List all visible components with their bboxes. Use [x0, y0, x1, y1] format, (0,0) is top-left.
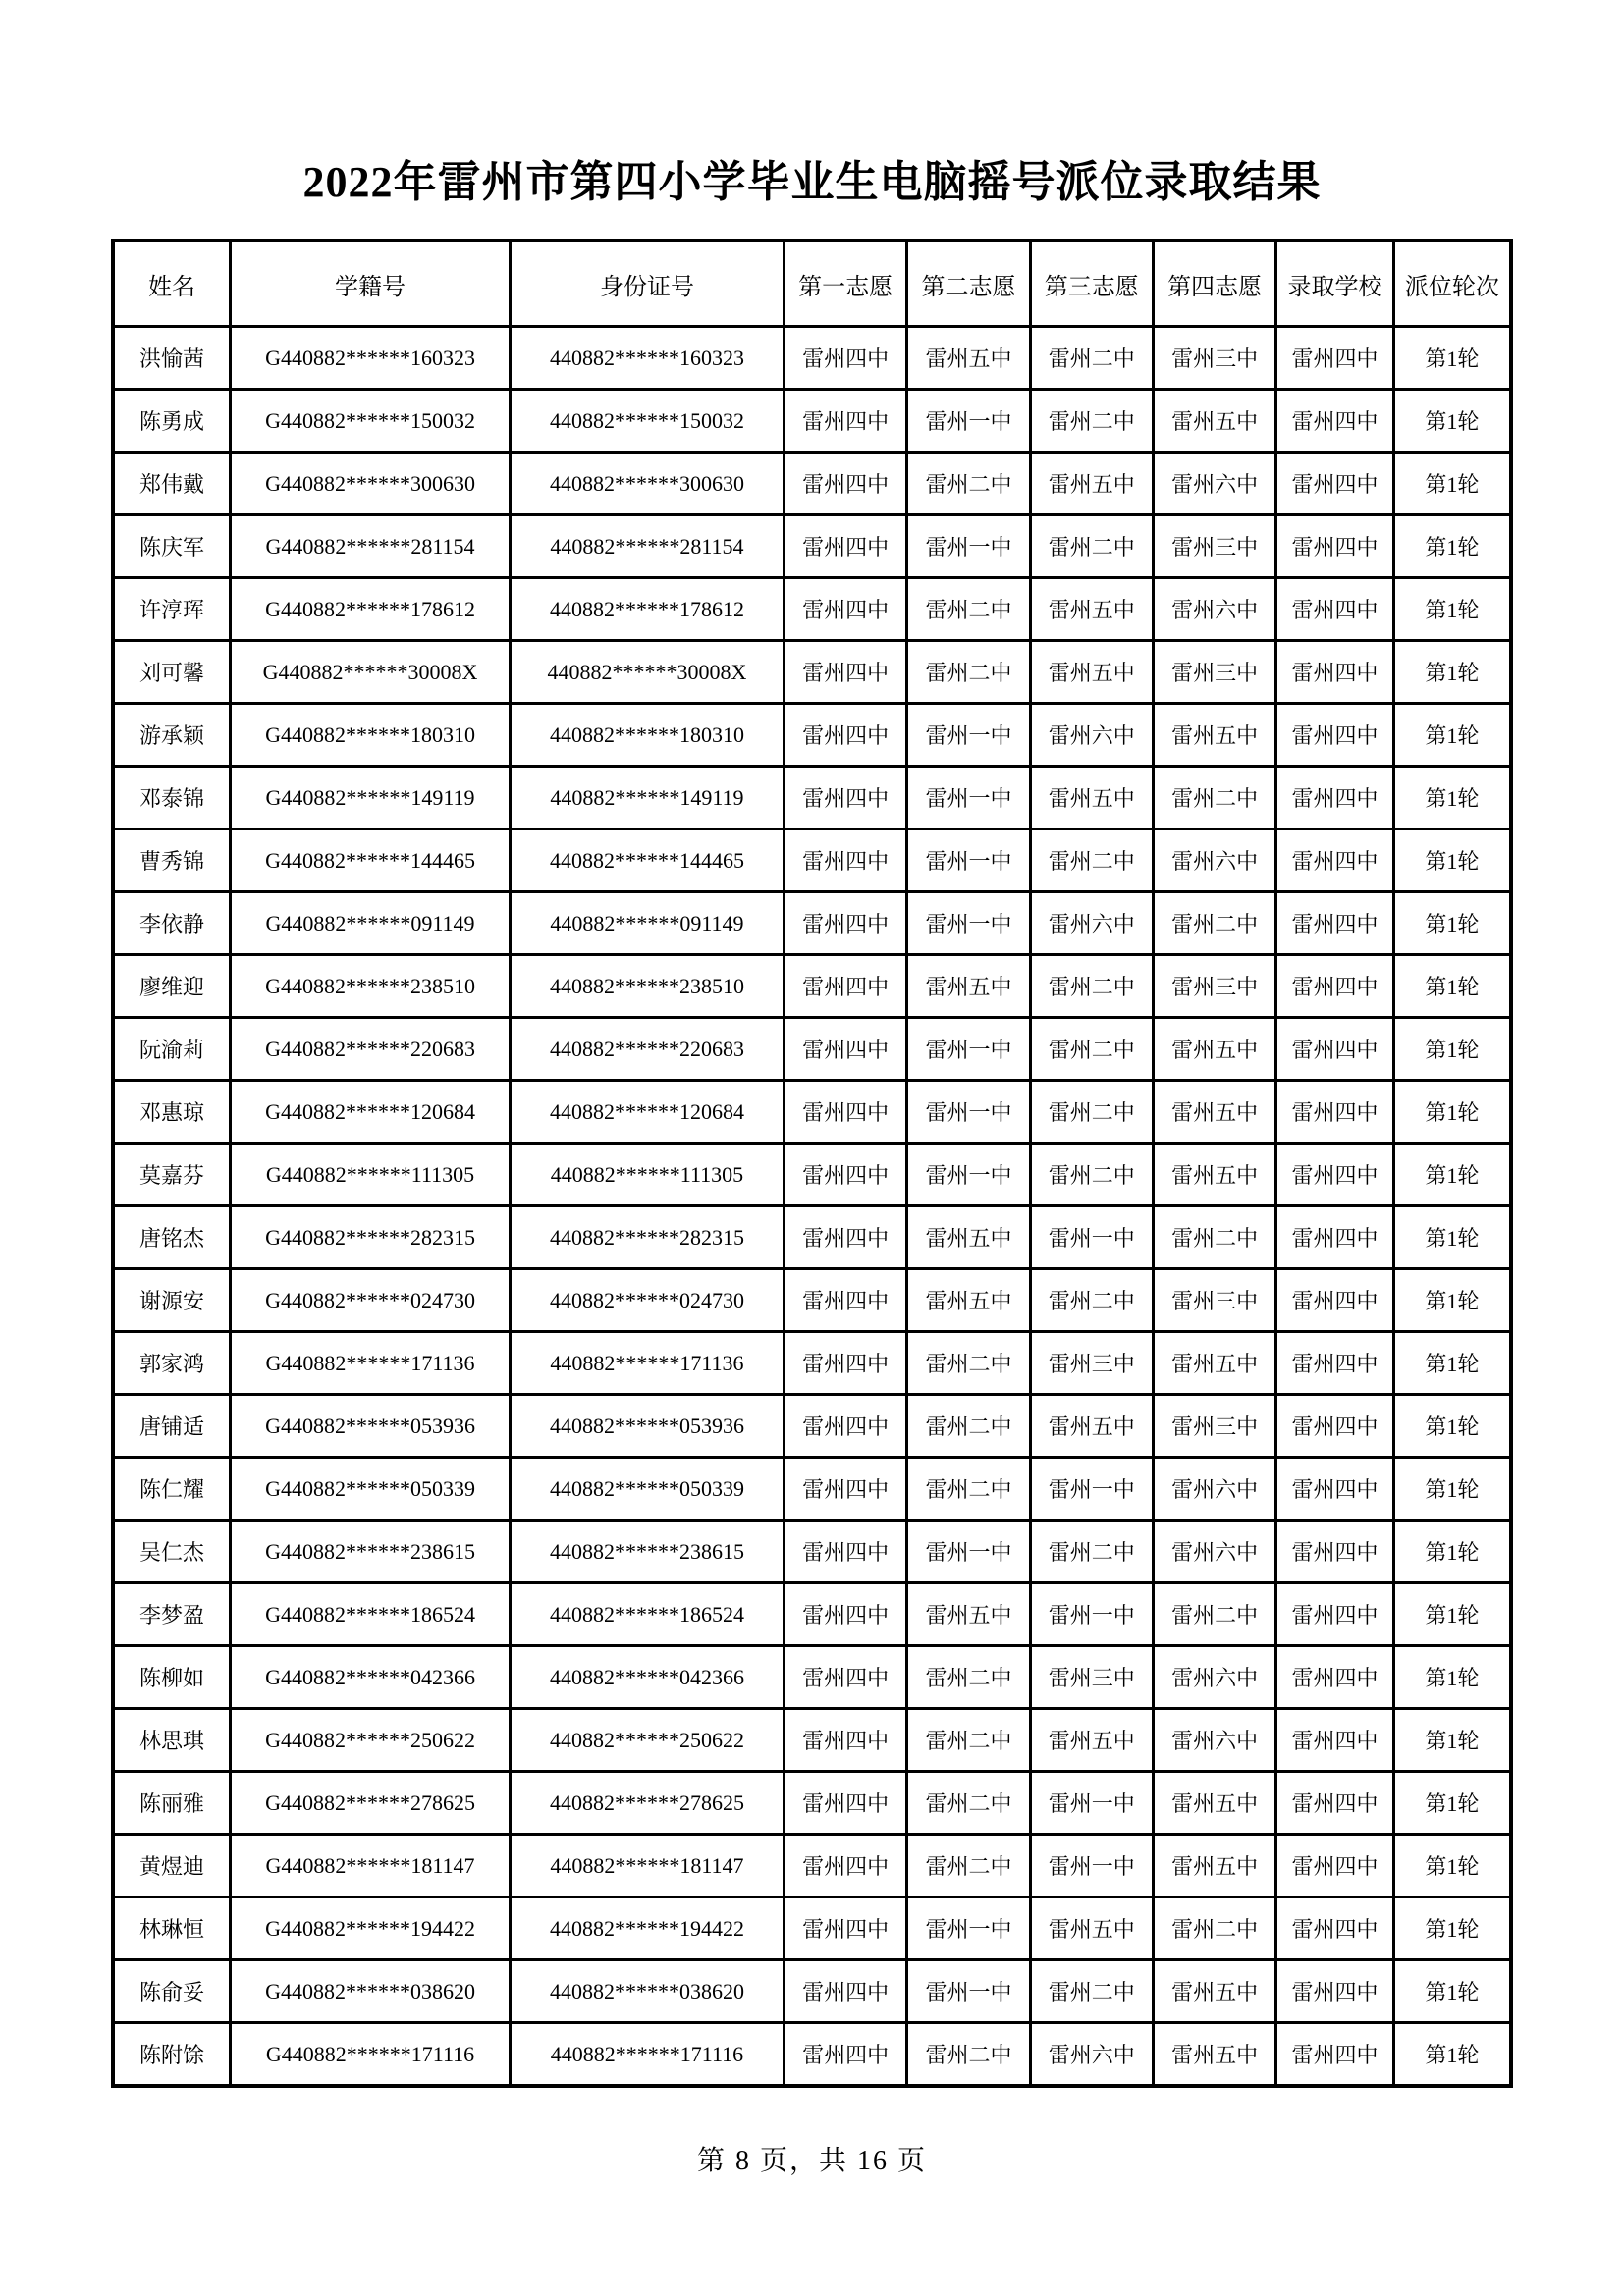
cell-student-id: G440882******220683: [231, 1018, 511, 1081]
cell-choice-4: 雷州二中: [1153, 1583, 1275, 1646]
table-row: [113, 1458, 1511, 1521]
cell-choice-1: 雷州四中: [785, 641, 907, 704]
cell-choice-1: 雷州四中: [785, 1960, 907, 2023]
cell-student-id: G440882******091149: [231, 892, 511, 955]
cell-choice-1: 雷州四中: [785, 390, 907, 453]
cell-choice-4: 雷州五中: [1153, 1332, 1275, 1395]
cell-id-card: 440882******194422: [510, 1897, 784, 1960]
cell-name: 游承颖: [113, 704, 231, 767]
cell-choice-4: 雷州五中: [1153, 704, 1275, 767]
cell-round: 第1轮: [1393, 1960, 1511, 2023]
cell-round: 第1轮: [1393, 1144, 1511, 1206]
cell-round: 第1轮: [1393, 1897, 1511, 1960]
cell-id-card: 440882******091149: [510, 892, 784, 955]
cell-name: 陈附馀: [113, 2023, 231, 2086]
cell-choice-4: 雷州二中: [1153, 767, 1275, 829]
cell-choice-3: 雷州五中: [1030, 453, 1153, 515]
cell-choice-2: 雷州一中: [907, 1081, 1030, 1144]
cell-id-card: 440882******042366: [510, 1646, 784, 1709]
cell-choice-3: 雷州一中: [1030, 1206, 1153, 1269]
cell-name: 林思琪: [113, 1709, 231, 1772]
cell-choice-2: 雷州一中: [907, 1521, 1030, 1583]
cell-student-id: G440882******282315: [231, 1206, 511, 1269]
cell-student-id: G440882******144465: [231, 829, 511, 892]
cell-choice-3: 雷州二中: [1030, 1081, 1153, 1144]
cell-name: 邓泰锦: [113, 767, 231, 829]
cell-choice-4: 雷州六中: [1153, 1709, 1275, 1772]
cell-admitted-school: 雷州四中: [1276, 1835, 1394, 1897]
cell-choice-4: 雷州三中: [1153, 1269, 1275, 1332]
cell-choice-2: 雷州一中: [907, 1144, 1030, 1206]
cell-choice-4: 雷州三中: [1153, 1395, 1275, 1458]
cell-choice-3: 雷州二中: [1030, 829, 1153, 892]
cell-choice-1: 雷州四中: [785, 955, 907, 1018]
cell-name: 刘可馨: [113, 641, 231, 704]
cell-name: 陈柳如: [113, 1646, 231, 1709]
cell-name: 李梦盈: [113, 1583, 231, 1646]
cell-admitted-school: 雷州四中: [1276, 829, 1394, 892]
cell-choice-3: 雷州二中: [1030, 515, 1153, 578]
cell-student-id: G440882******181147: [231, 1835, 511, 1897]
table-row: [113, 1960, 1511, 2023]
cell-round: 第1轮: [1393, 1018, 1511, 1081]
cell-choice-4: 雷州六中: [1153, 578, 1275, 641]
cell-choice-3: 雷州五中: [1030, 1897, 1153, 1960]
table-row: [113, 1835, 1511, 1897]
table-row: [113, 829, 1511, 892]
cell-choice-2: 雷州二中: [907, 641, 1030, 704]
cell-id-card: 440882******050339: [510, 1458, 784, 1521]
cell-admitted-school: 雷州四中: [1276, 1332, 1394, 1395]
cell-name: 陈仁耀: [113, 1458, 231, 1521]
table-body: [113, 327, 1511, 2086]
cell-choice-1: 雷州四中: [785, 1081, 907, 1144]
cell-choice-3: 雷州五中: [1030, 1395, 1153, 1458]
page-footer: 第 8 页，共 16 页: [696, 2145, 927, 2176]
table-row: [113, 2023, 1511, 2086]
cell-student-id: G440882******038620: [231, 1960, 511, 2023]
cell-student-id: G440882******300630: [231, 453, 511, 515]
cell-id-card: 440882******120684: [510, 1081, 784, 1144]
cell-student-id: G440882******238615: [231, 1521, 511, 1583]
cell-admitted-school: 雷州四中: [1276, 515, 1394, 578]
cell-admitted-school: 雷州四中: [1276, 1897, 1394, 1960]
cell-id-card: 440882******300630: [510, 453, 784, 515]
page-title: 2022年雷州市第四小学毕业生电脑摇号派位录取结果: [302, 158, 1322, 206]
cell-choice-2: 雷州一中: [907, 515, 1030, 578]
column-header-round: 派位轮次: [1393, 240, 1511, 327]
column-header-choice-4: 第四志愿: [1153, 240, 1275, 327]
cell-student-id: G440882******250622: [231, 1709, 511, 1772]
column-header-admitted-school: 录取学校: [1276, 240, 1394, 327]
cell-id-card: 440882******038620: [510, 1960, 784, 2023]
cell-admitted-school: 雷州四中: [1276, 1206, 1394, 1269]
cell-admitted-school: 雷州四中: [1276, 704, 1394, 767]
cell-name: 曹秀锦: [113, 829, 231, 892]
cell-choice-3: 雷州一中: [1030, 1583, 1153, 1646]
cell-admitted-school: 雷州四中: [1276, 1709, 1394, 1772]
header-row: [113, 240, 1511, 327]
cell-choice-4: 雷州五中: [1153, 1960, 1275, 2023]
table-row: [113, 1772, 1511, 1835]
cell-name: 廖维迎: [113, 955, 231, 1018]
table-row: [113, 578, 1511, 641]
cell-choice-1: 雷州四中: [785, 892, 907, 955]
cell-choice-1: 雷州四中: [785, 1332, 907, 1395]
cell-choice-3: 雷州二中: [1030, 1269, 1153, 1332]
cell-choice-1: 雷州四中: [785, 1897, 907, 1960]
cell-round: 第1轮: [1393, 327, 1511, 390]
cell-choice-1: 雷州四中: [785, 1646, 907, 1709]
cell-admitted-school: 雷州四中: [1276, 390, 1394, 453]
cell-choice-4: 雷州六中: [1153, 453, 1275, 515]
cell-choice-3: 雷州六中: [1030, 704, 1153, 767]
cell-choice-2: 雷州一中: [907, 1960, 1030, 2023]
cell-choice-4: 雷州五中: [1153, 2023, 1275, 2086]
cell-choice-3: 雷州二中: [1030, 955, 1153, 1018]
cell-choice-4: 雷州五中: [1153, 1144, 1275, 1206]
cell-admitted-school: 雷州四中: [1276, 1772, 1394, 1835]
column-header-choice-1: 第一志愿: [785, 240, 907, 327]
cell-round: 第1轮: [1393, 829, 1511, 892]
cell-choice-2: 雷州一中: [907, 1018, 1030, 1081]
cell-admitted-school: 雷州四中: [1276, 1395, 1394, 1458]
cell-choice-3: 雷州三中: [1030, 1332, 1153, 1395]
cell-round: 第1轮: [1393, 1332, 1511, 1395]
cell-id-card: 440882******150032: [510, 390, 784, 453]
table-row: [113, 1144, 1511, 1206]
cell-admitted-school: 雷州四中: [1276, 453, 1394, 515]
cell-id-card: 440882******278625: [510, 1772, 784, 1835]
table-row: [113, 453, 1511, 515]
cell-id-card: 440882******024730: [510, 1269, 784, 1332]
cell-choice-4: 雷州六中: [1153, 1458, 1275, 1521]
cell-choice-3: 雷州二中: [1030, 390, 1153, 453]
cell-admitted-school: 雷州四中: [1276, 1583, 1394, 1646]
cell-round: 第1轮: [1393, 1395, 1511, 1458]
cell-student-id: G440882******194422: [231, 1897, 511, 1960]
cell-choice-1: 雷州四中: [785, 1144, 907, 1206]
table-row: [113, 1583, 1511, 1646]
cell-choice-4: 雷州六中: [1153, 829, 1275, 892]
column-header-choice-2: 第二志愿: [907, 240, 1030, 327]
cell-choice-4: 雷州二中: [1153, 1206, 1275, 1269]
cell-admitted-school: 雷州四中: [1276, 1018, 1394, 1081]
cell-choice-4: 雷州二中: [1153, 892, 1275, 955]
cell-id-card: 440882******238615: [510, 1521, 784, 1583]
cell-id-card: 440882******250622: [510, 1709, 784, 1772]
cell-round: 第1轮: [1393, 641, 1511, 704]
cell-student-id: G440882******180310: [231, 704, 511, 767]
cell-choice-2: 雷州五中: [907, 1206, 1030, 1269]
cell-choice-2: 雷州二中: [907, 578, 1030, 641]
table-row: [113, 1332, 1511, 1395]
cell-choice-4: 雷州六中: [1153, 1646, 1275, 1709]
column-header-student-id: 学籍号: [231, 240, 511, 327]
cell-choice-2: 雷州二中: [907, 1458, 1030, 1521]
cell-name: 黄煜迪: [113, 1835, 231, 1897]
cell-choice-2: 雷州五中: [907, 1269, 1030, 1332]
cell-choice-1: 雷州四中: [785, 515, 907, 578]
cell-student-id: G440882******160323: [231, 327, 511, 390]
cell-choice-3: 雷州二中: [1030, 1144, 1153, 1206]
cell-choice-4: 雷州五中: [1153, 1835, 1275, 1897]
cell-admitted-school: 雷州四中: [1276, 892, 1394, 955]
cell-choice-3: 雷州一中: [1030, 1458, 1153, 1521]
cell-choice-2: 雷州五中: [907, 955, 1030, 1018]
table-row: [113, 390, 1511, 453]
table-row: [113, 1206, 1511, 1269]
cell-name: 谢源安: [113, 1269, 231, 1332]
table-row: [113, 641, 1511, 704]
table-row: [113, 1897, 1511, 1960]
table-row: [113, 515, 1511, 578]
cell-name: 李依静: [113, 892, 231, 955]
cell-round: 第1轮: [1393, 1269, 1511, 1332]
cell-choice-2: 雷州一中: [907, 767, 1030, 829]
cell-id-card: 440882******281154: [510, 515, 784, 578]
cell-choice-4: 雷州五中: [1153, 1772, 1275, 1835]
cell-student-id: G440882******281154: [231, 515, 511, 578]
cell-admitted-school: 雷州四中: [1276, 641, 1394, 704]
cell-choice-4: 雷州三中: [1153, 955, 1275, 1018]
cell-admitted-school: 雷州四中: [1276, 1960, 1394, 2023]
cell-choice-4: 雷州三中: [1153, 641, 1275, 704]
cell-choice-2: 雷州二中: [907, 2023, 1030, 2086]
table-row: [113, 1081, 1511, 1144]
cell-admitted-school: 雷州四中: [1276, 327, 1394, 390]
cell-admitted-school: 雷州四中: [1276, 767, 1394, 829]
cell-name: 陈俞妥: [113, 1960, 231, 2023]
cell-choice-3: 雷州二中: [1030, 1521, 1153, 1583]
cell-student-id: G440882******238510: [231, 955, 511, 1018]
cell-choice-2: 雷州一中: [907, 1897, 1030, 1960]
cell-choice-3: 雷州二中: [1030, 1018, 1153, 1081]
cell-round: 第1轮: [1393, 1709, 1511, 1772]
cell-round: 第1轮: [1393, 1835, 1511, 1897]
cell-name: 郭家鸿: [113, 1332, 231, 1395]
cell-choice-1: 雷州四中: [785, 453, 907, 515]
cell-choice-1: 雷州四中: [785, 578, 907, 641]
cell-student-id: G440882******111305: [231, 1144, 511, 1206]
cell-admitted-school: 雷州四中: [1276, 955, 1394, 1018]
column-header-choice-3: 第三志愿: [1030, 240, 1153, 327]
cell-choice-1: 雷州四中: [785, 1458, 907, 1521]
cell-name: 莫嘉芬: [113, 1144, 231, 1206]
cell-round: 第1轮: [1393, 767, 1511, 829]
cell-choice-3: 雷州二中: [1030, 1960, 1153, 2023]
cell-name: 陈庆军: [113, 515, 231, 578]
cell-id-card: 440882******220683: [510, 1018, 784, 1081]
cell-id-card: 440882******30008X: [510, 641, 784, 704]
table-row: [113, 1269, 1511, 1332]
cell-choice-4: 雷州三中: [1153, 327, 1275, 390]
cell-round: 第1轮: [1393, 892, 1511, 955]
table-row: [113, 1646, 1511, 1709]
cell-choice-2: 雷州二中: [907, 1395, 1030, 1458]
cell-choice-2: 雷州一中: [907, 704, 1030, 767]
table-row: [113, 1521, 1511, 1583]
cell-name: 唐铺适: [113, 1395, 231, 1458]
cell-student-id: G440882******149119: [231, 767, 511, 829]
cell-name: 郑伟戴: [113, 453, 231, 515]
cell-choice-1: 雷州四中: [785, 767, 907, 829]
cell-student-id: G440882******050339: [231, 1458, 511, 1521]
cell-choice-3: 雷州五中: [1030, 1709, 1153, 1772]
cell-student-id: G440882******120684: [231, 1081, 511, 1144]
cell-id-card: 440882******238510: [510, 955, 784, 1018]
cell-choice-1: 雷州四中: [785, 1395, 907, 1458]
table-row: [113, 892, 1511, 955]
cell-choice-1: 雷州四中: [785, 1018, 907, 1081]
cell-choice-2: 雷州五中: [907, 1583, 1030, 1646]
cell-choice-1: 雷州四中: [785, 2023, 907, 2086]
cell-choice-3: 雷州五中: [1030, 767, 1153, 829]
cell-name: 邓惠琼: [113, 1081, 231, 1144]
cell-choice-3: 雷州六中: [1030, 892, 1153, 955]
cell-choice-3: 雷州三中: [1030, 1646, 1153, 1709]
cell-student-id: G440882******053936: [231, 1395, 511, 1458]
cell-id-card: 440882******171116: [510, 2023, 784, 2086]
cell-admitted-school: 雷州四中: [1276, 1269, 1394, 1332]
cell-choice-2: 雷州二中: [907, 1835, 1030, 1897]
cell-choice-4: 雷州二中: [1153, 1897, 1275, 1960]
cell-id-card: 440882******282315: [510, 1206, 784, 1269]
cell-choice-1: 雷州四中: [785, 1835, 907, 1897]
cell-choice-2: 雷州一中: [907, 892, 1030, 955]
cell-name: 吴仁杰: [113, 1521, 231, 1583]
cell-student-id: G440882******150032: [231, 390, 511, 453]
cell-choice-2: 雷州二中: [907, 453, 1030, 515]
cell-choice-1: 雷州四中: [785, 1521, 907, 1583]
cell-student-id: G440882******30008X: [231, 641, 511, 704]
cell-choice-3: 雷州五中: [1030, 641, 1153, 704]
cell-student-id: G440882******171136: [231, 1332, 511, 1395]
cell-choice-3: 雷州五中: [1030, 578, 1153, 641]
column-header-id-card: 身份证号: [510, 240, 784, 327]
column-header-name: 姓名: [113, 240, 231, 327]
cell-id-card: 440882******178612: [510, 578, 784, 641]
cell-choice-3: 雷州二中: [1030, 327, 1153, 390]
cell-student-id: G440882******024730: [231, 1269, 511, 1332]
cell-choice-1: 雷州四中: [785, 1772, 907, 1835]
results-table: [111, 239, 1513, 2088]
cell-name: 阮渝莉: [113, 1018, 231, 1081]
cell-admitted-school: 雷州四中: [1276, 1521, 1394, 1583]
table-row: [113, 1709, 1511, 1772]
cell-round: 第1轮: [1393, 1646, 1511, 1709]
cell-round: 第1轮: [1393, 578, 1511, 641]
cell-choice-2: 雷州二中: [907, 1772, 1030, 1835]
cell-round: 第1轮: [1393, 1458, 1511, 1521]
cell-choice-2: 雷州二中: [907, 1646, 1030, 1709]
cell-round: 第1轮: [1393, 704, 1511, 767]
cell-choice-1: 雷州四中: [785, 327, 907, 390]
cell-choice-4: 雷州五中: [1153, 1081, 1275, 1144]
table-row: [113, 1018, 1511, 1081]
cell-round: 第1轮: [1393, 390, 1511, 453]
cell-student-id: G440882******186524: [231, 1583, 511, 1646]
cell-choice-1: 雷州四中: [785, 1269, 907, 1332]
cell-admitted-school: 雷州四中: [1276, 578, 1394, 641]
cell-round: 第1轮: [1393, 1206, 1511, 1269]
cell-choice-4: 雷州三中: [1153, 515, 1275, 578]
cell-id-card: 440882******160323: [510, 327, 784, 390]
table-row: [113, 955, 1511, 1018]
cell-choice-2: 雷州二中: [907, 1332, 1030, 1395]
cell-id-card: 440882******180310: [510, 704, 784, 767]
cell-admitted-school: 雷州四中: [1276, 1144, 1394, 1206]
cell-choice-2: 雷州二中: [907, 1709, 1030, 1772]
cell-choice-1: 雷州四中: [785, 1583, 907, 1646]
cell-admitted-school: 雷州四中: [1276, 2023, 1394, 2086]
cell-name: 陈勇成: [113, 390, 231, 453]
cell-choice-4: 雷州六中: [1153, 1521, 1275, 1583]
cell-choice-2: 雷州一中: [907, 829, 1030, 892]
table-row: [113, 704, 1511, 767]
cell-round: 第1轮: [1393, 515, 1511, 578]
cell-id-card: 440882******186524: [510, 1583, 784, 1646]
cell-choice-3: 雷州一中: [1030, 1835, 1153, 1897]
cell-choice-1: 雷州四中: [785, 829, 907, 892]
cell-id-card: 440882******171136: [510, 1332, 784, 1395]
cell-choice-4: 雷州五中: [1153, 1018, 1275, 1081]
cell-id-card: 440882******149119: [510, 767, 784, 829]
cell-round: 第1轮: [1393, 1081, 1511, 1144]
cell-student-id: G440882******171116: [231, 2023, 511, 2086]
cell-id-card: 440882******053936: [510, 1395, 784, 1458]
cell-choice-1: 雷州四中: [785, 1709, 907, 1772]
cell-round: 第1轮: [1393, 2023, 1511, 2086]
cell-choice-2: 雷州一中: [907, 390, 1030, 453]
cell-round: 第1轮: [1393, 453, 1511, 515]
cell-choice-4: 雷州五中: [1153, 390, 1275, 453]
cell-admitted-school: 雷州四中: [1276, 1458, 1394, 1521]
cell-student-id: G440882******042366: [231, 1646, 511, 1709]
cell-name: 唐铭杰: [113, 1206, 231, 1269]
cell-name: 许淳珲: [113, 578, 231, 641]
cell-student-id: G440882******278625: [231, 1772, 511, 1835]
cell-id-card: 440882******144465: [510, 829, 784, 892]
cell-round: 第1轮: [1393, 955, 1511, 1018]
cell-round: 第1轮: [1393, 1521, 1511, 1583]
cell-choice-3: 雷州六中: [1030, 2023, 1153, 2086]
cell-id-card: 440882******181147: [510, 1835, 784, 1897]
cell-choice-3: 雷州一中: [1030, 1772, 1153, 1835]
cell-choice-1: 雷州四中: [785, 1206, 907, 1269]
cell-admitted-school: 雷州四中: [1276, 1081, 1394, 1144]
cell-round: 第1轮: [1393, 1583, 1511, 1646]
cell-round: 第1轮: [1393, 1772, 1511, 1835]
cell-name: 林琳恒: [113, 1897, 231, 1960]
cell-choice-1: 雷州四中: [785, 704, 907, 767]
table-row: [113, 767, 1511, 829]
table-row: [113, 327, 1511, 390]
cell-name: 洪愉茜: [113, 327, 231, 390]
cell-admitted-school: 雷州四中: [1276, 1646, 1394, 1709]
cell-name: 陈丽雅: [113, 1772, 231, 1835]
cell-choice-2: 雷州五中: [907, 327, 1030, 390]
table-row: [113, 1395, 1511, 1458]
cell-id-card: 440882******111305: [510, 1144, 784, 1206]
cell-student-id: G440882******178612: [231, 578, 511, 641]
